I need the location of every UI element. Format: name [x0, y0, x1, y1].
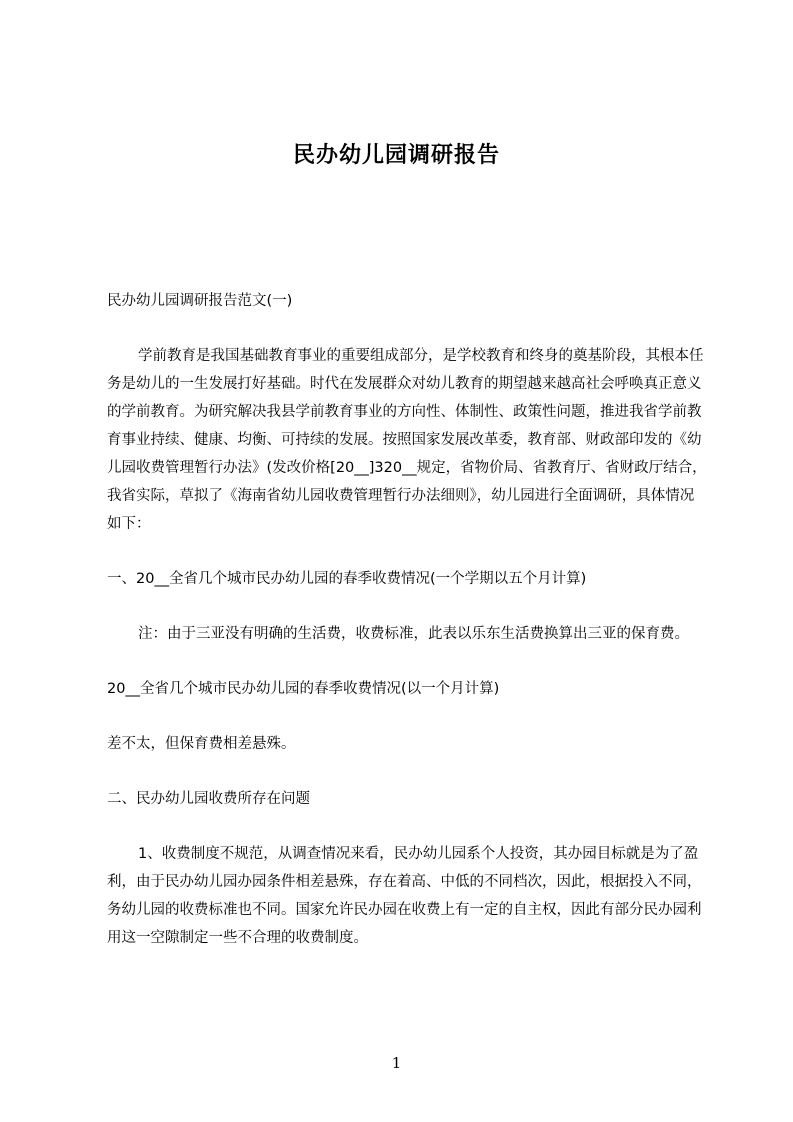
summary-paragraph: 差不太，但保育费相差悬殊。	[107, 736, 296, 752]
section-subtitle: 民办幼儿园调研报告范文(一)	[107, 293, 293, 309]
note-paragraph: 注：由于三亚没有明确的生活费，收费标准，此表以乐东生活费换算出三亚的保育费。	[138, 626, 689, 642]
section-heading-1: 一、20__全省几个城市民办幼儿园的春季收费情况(一个学期以五个月计算)	[107, 571, 587, 587]
document-title: 民办幼儿园调研报告	[292, 143, 500, 168]
section-heading-2: 二、民办幼儿园收费所存在问题	[107, 791, 310, 807]
issue-paragraph: 1、收费制度不规范，从调查情况来看，民办幼儿园系个人投资，其办园目标就是为了盈利，由于民办幼儿园办园条件相差悬殊，存在着高、中低的不同档次，因此，根据投入不同，务幼儿园的收费标准也不同。国家允许民办园在收费上有一定的自主权，因此有部分民办园利用这一空隙制定一些不合理的收费制度。	[107, 846, 702, 946]
document-body	[107, 287, 707, 952]
page-number: 1	[391, 1054, 402, 1072]
table-caption: 20__全省几个城市民办幼儿园的春季收费情况(以一个月计算)	[107, 681, 500, 697]
intro-paragraph: 学前教育是我国基础教育事业的重要组成部分，是学校教育和终身的奠基阶段，其根本任务是幼儿的一生发展打好基础。时代在发展群众对幼儿教育的期望越来越高社会呼唤真正意义的学前教育。为研究解决我县学前教育事业的方向性、体制性、政策性问题，推进我省学前教育事业持续、健康、均衡、可持续的发展。按照国家发展改革委，教育部、财政部印发的《幼儿园收费管理暂行办法》(发改价格[20__]320__规定，省物价局、省教育厅、省财政厅结合，我省实际，草拟了《海南省幼儿园收费管理暂行办法细则》，幼儿园进行全面调研，具体情况如下：	[107, 348, 707, 532]
